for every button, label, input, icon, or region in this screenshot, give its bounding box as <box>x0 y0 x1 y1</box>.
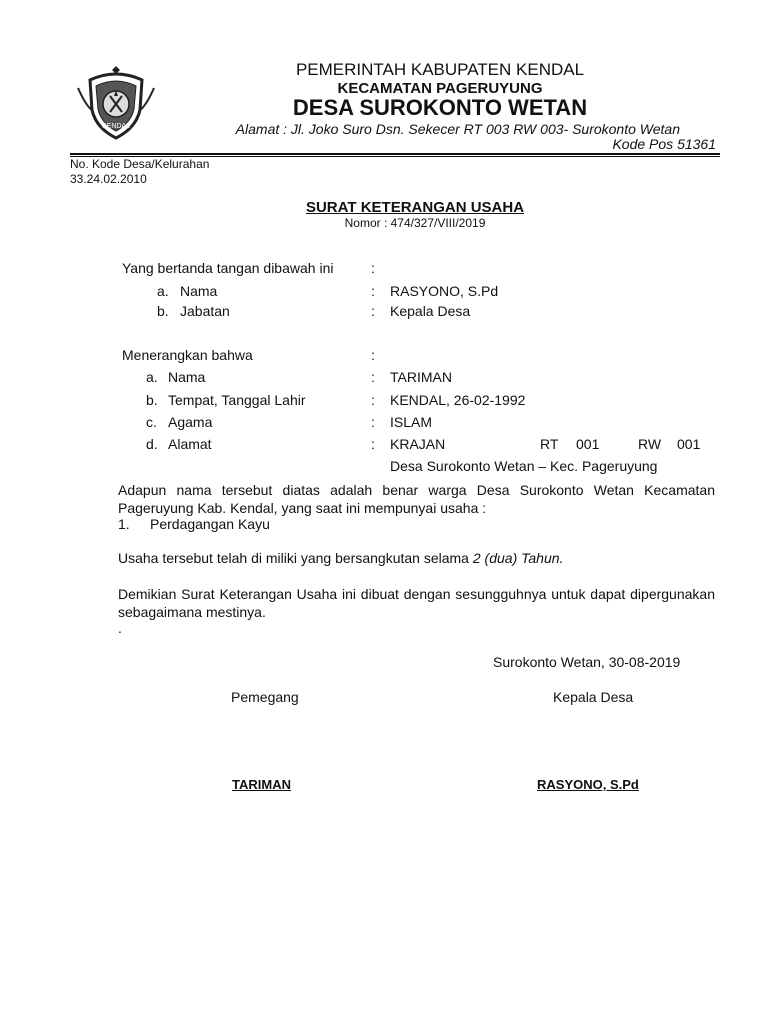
colon: : <box>371 260 375 276</box>
duration-value: 2 (dua) Tahun. <box>472 550 564 566</box>
duration-prefix: Usaha tersebut telah di miliki yang bersangkutan selama <box>118 550 473 566</box>
body-paragraph-2 <box>118 550 563 566</box>
signer-row-label: Jabatan <box>180 303 230 319</box>
letterhead-address: Alamat : Jl. Joko Suro Dsn. Sekecer RT 003 RW 003- Surokonto Wetan <box>235 121 680 137</box>
logo-text: KENDAL <box>101 123 131 130</box>
subject-row-key: a. <box>146 369 158 385</box>
head-role: Kepala Desa <box>553 689 634 705</box>
signer-intro: Yang bertanda tangan dibawah ini <box>122 260 334 276</box>
subject-row-value: ISLAM <box>390 414 433 430</box>
subject-row-label: Alamat <box>168 436 212 452</box>
subject-row-key: b. <box>146 392 158 408</box>
body-paragraph-1: Adapun nama tersebut diatas adalah benar warga Desa Surokonto Wetan Kecamatan Pageruyung Kab. Kendal, yang saat ini mempunyai usaha : <box>118 482 715 516</box>
letterhead-postal-code: Kode Pos 51361 <box>612 136 716 152</box>
holder-name-signature: TARIMAN <box>232 777 291 792</box>
colon: : <box>371 303 375 319</box>
kendal-regency-logo <box>76 66 156 142</box>
signer-row-value: Kepala Desa <box>390 303 471 319</box>
subject-row-key: c. <box>146 414 157 430</box>
colon: : <box>371 347 375 363</box>
colon: : <box>371 283 375 299</box>
letterhead-district: KECAMATAN PAGERUYUNG <box>337 80 543 97</box>
rw-label: RW <box>638 436 662 452</box>
business-name: Perdagangan Kayu <box>150 516 270 532</box>
subject-row-label: Nama <box>168 369 206 385</box>
head-name-signature: RASYONO, S.Pd <box>537 777 639 792</box>
rt-label: RT <box>540 436 559 452</box>
village-code-value: 33.24.02.2010 <box>70 172 147 186</box>
colon: : <box>371 392 375 408</box>
subject-address-line2: Desa Surokonto Wetan – Kec. Pageruyung <box>390 458 658 474</box>
village-code-label: No. Kode Desa/Kelurahan <box>70 157 210 171</box>
holder-role: Pemegang <box>231 689 299 705</box>
rw-value: 001 <box>677 436 701 452</box>
header-divider <box>70 153 720 155</box>
colon: : <box>371 436 375 452</box>
signer-row-key: a. <box>157 283 169 299</box>
business-number: 1. <box>118 516 130 532</box>
body-paragraph-3: Demikian Surat Keterangan Usaha ini dibuat dengan sesungguhnya untuk dapat dipergunakan sebagaimana mestinya. <box>118 586 715 620</box>
place-date: Surokonto Wetan, 30-08-2019 <box>493 654 681 670</box>
subject-row-value: KENDAL, 26-02-1992 <box>390 392 526 408</box>
subject-address-value: KRAJAN <box>390 436 446 452</box>
colon: : <box>371 414 375 430</box>
subject-intro: Menerangkan bahwa <box>122 347 253 363</box>
subject-row-label: Agama <box>168 414 213 430</box>
subject-row-label: Tempat, Tanggal Lahir <box>168 392 306 408</box>
rt-value: 001 <box>576 436 600 452</box>
document-title: SURAT KETERANGAN USAHA <box>305 199 525 216</box>
letterhead-village: DESA SUROKONTO WETAN <box>292 95 588 120</box>
letterhead-government: PEMERINTAH KABUPATEN KENDAL <box>295 60 585 79</box>
subject-row-key: d. <box>146 436 158 452</box>
signer-row-value: RASYONO, S.Pd <box>390 283 499 299</box>
signer-row-label: Nama <box>180 283 218 299</box>
colon: : <box>371 369 375 385</box>
signer-row-key: b. <box>157 303 169 319</box>
document-number: Nomor : 474/327/VIII/2019 <box>344 216 486 230</box>
trailing-dot: . <box>118 620 122 636</box>
subject-row-value: TARIMAN <box>390 369 452 385</box>
